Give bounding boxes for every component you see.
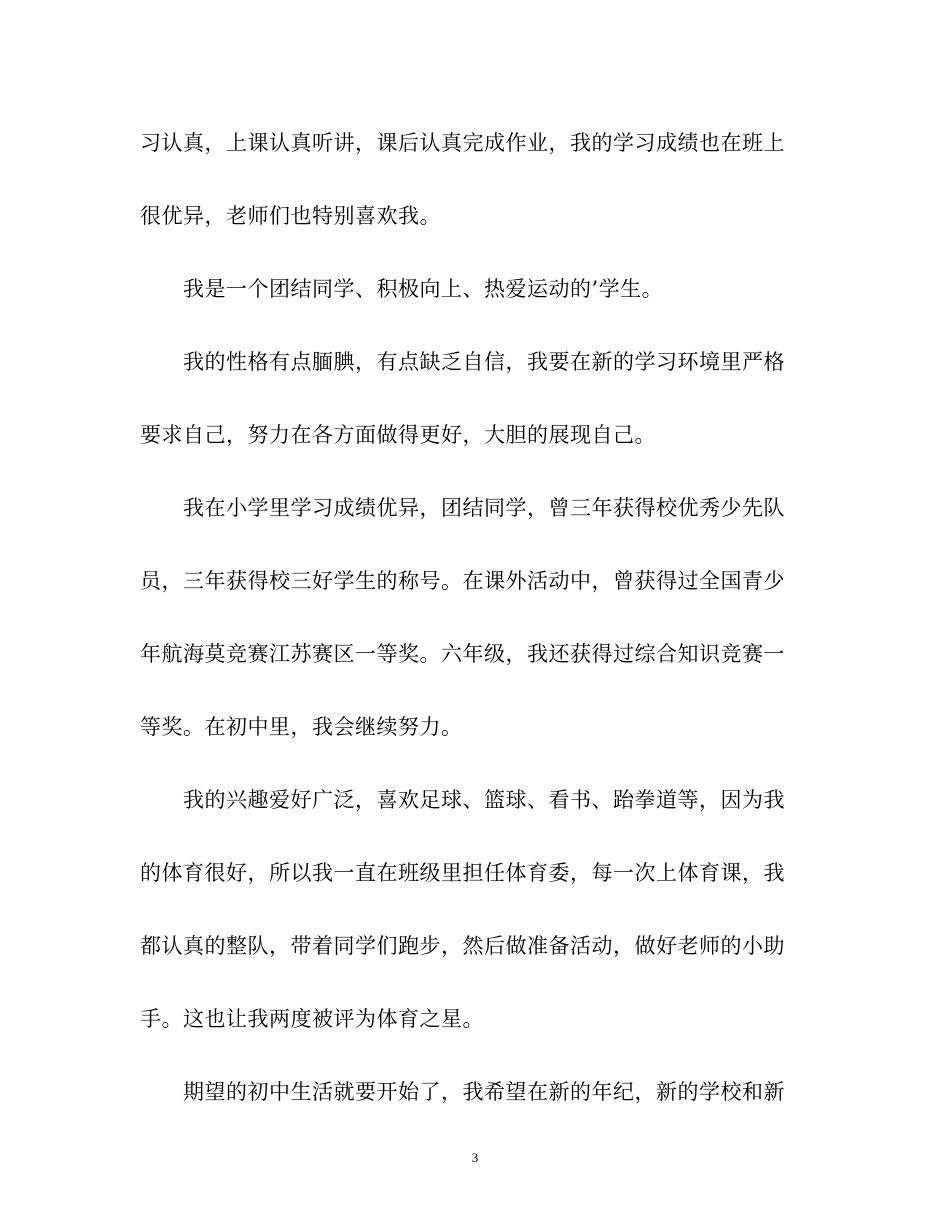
text-line-7: 员，三年获得校三好学生的称号。在课外活动中，曾获得过全国青少 — [140, 569, 785, 593]
text-line-9: 等奖。在初中里，我会继续努力。 — [140, 715, 463, 739]
paragraph-line-10: 我的兴趣爱好广泛，喜欢足球、篮球、看书、跆拳道等，因为我 — [183, 788, 785, 812]
text-line-12: 都认真的整队，带着同学们跑步，然后做准备活动，做好老师的小助 — [140, 934, 785, 958]
paragraph-line-3: 我是一个团结同学、积极向上、热爱运动的’学生。 — [183, 277, 664, 301]
page-number: 3 — [471, 1150, 479, 1165]
text-line-13: 手。这也让我两度被评为体育之星。 — [140, 1007, 484, 1031]
text-line-2: 很优异，老师们也特别喜欢我。 — [140, 204, 441, 228]
text-line-11: 的体育很好，所以我一直在班级里担任体育委，每一次上体育课，我 — [140, 861, 785, 885]
text-line-5: 要求自己，努力在各方面做得更好，大胆的展现自己。 — [140, 423, 656, 447]
text-line-1: 习认真，上课认真听讲，课后认真完成作业，我的学习成绩也在班上 — [140, 131, 785, 155]
paragraph-line-14: 期望的初中生活就要开始了，我希望在新的年纪，新的学校和新 — [183, 1080, 785, 1104]
text-line-8: 年航海莫竞赛江苏赛区一等奖。六年级，我还获得过综合知识竞赛一 — [140, 642, 785, 666]
paragraph-line-4: 我的性格有点腼腆，有点缺乏自信，我要在新的学习环境里严格 — [183, 350, 785, 374]
paragraph-line-6: 我在小学里学习成绩优异，团结同学，曾三年获得校优秀少先队 — [183, 496, 785, 520]
